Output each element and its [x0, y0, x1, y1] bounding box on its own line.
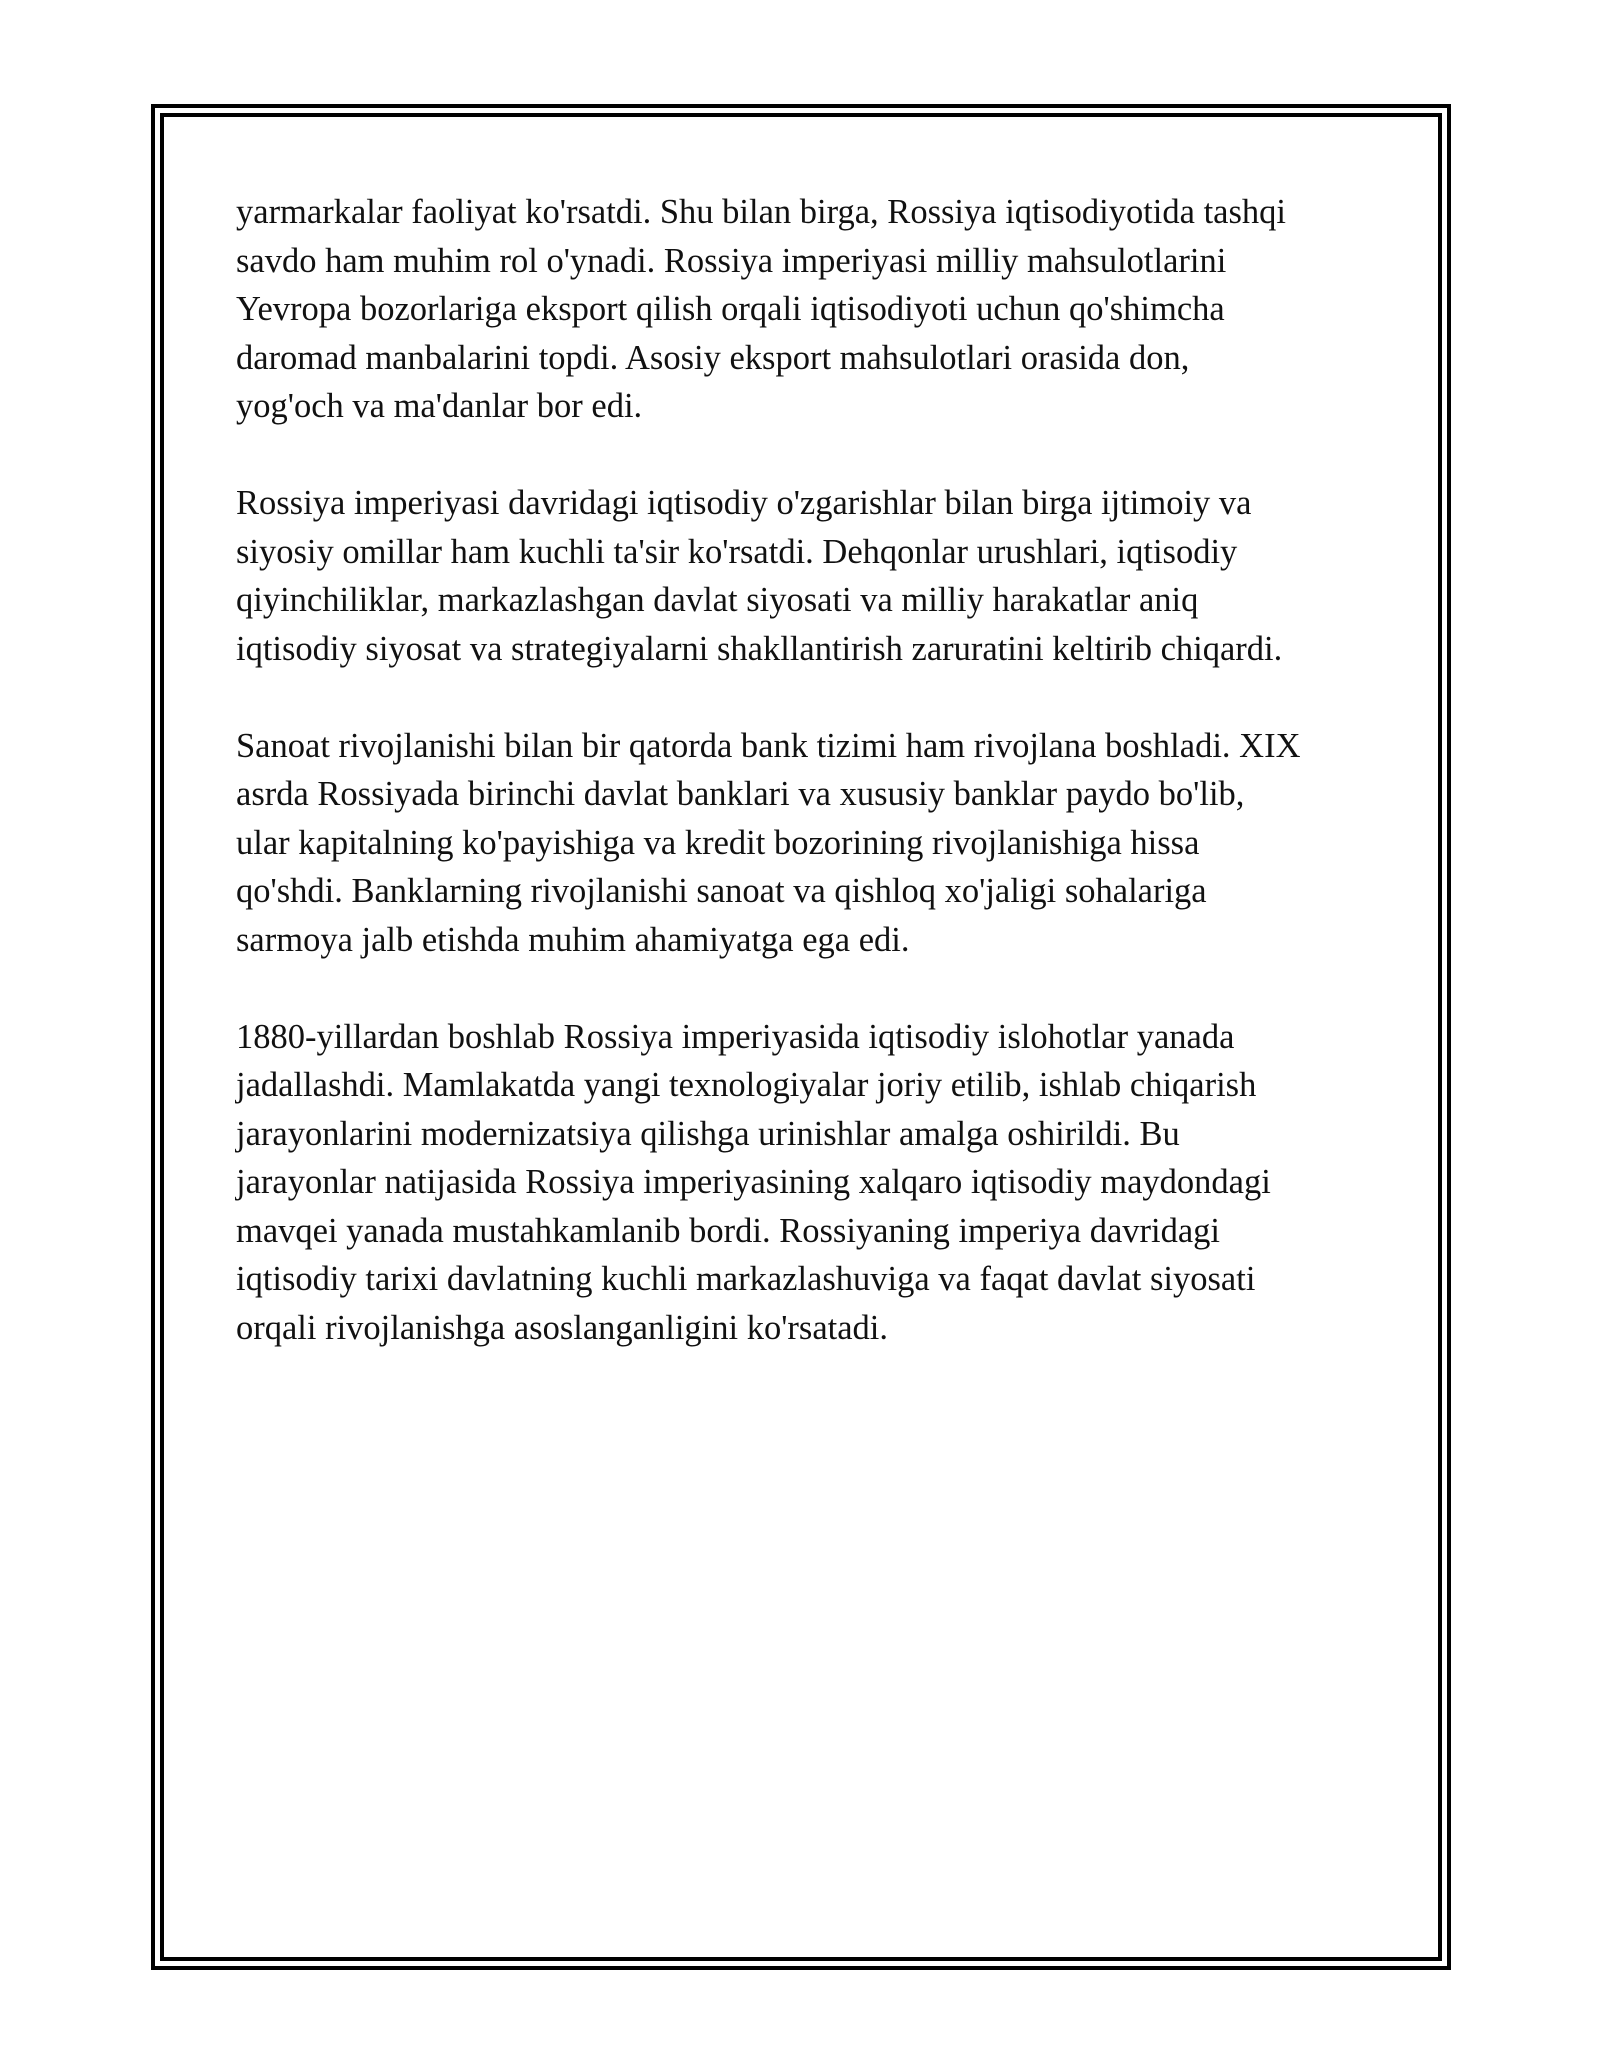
document-body [236, 188, 1396, 1401]
text-line: savdo ham muhim rol o'ynadi. Rossiya imperiyasi milliy mahsulotlarini [236, 241, 1227, 280]
text-line: yog'och va ma'danlar bor edi. [236, 387, 643, 425]
paragraph-export-trade [236, 188, 1396, 431]
text-line: siyosiy omillar ham kuchli ta'sir ko'rsatdi. Dehqonlar urushlari, iqtisodiy [236, 532, 1238, 571]
text-line: iqtisodiy siyosat va strategiyalarni shakllantirish zaruratini keltirib chiqardi. [236, 629, 1283, 668]
text-line: qo'shdi. Banklarning rivojlanishi sanoat va qishloq xo'jaligi sohalariga [236, 872, 1207, 910]
text-line: iqtisodiy tarixi davlatning kuchli markazlashuviga va faqat davlat siyosati [236, 1260, 1256, 1298]
text-line: jadallashdi. Mamlakatda yangi texnologiyalar joriy etilib, ishlab chiqarish [236, 1066, 1257, 1104]
text-line: asrda Rossiyada birinchi davlat banklari va xususiy banklar paydo bo'lib, [236, 775, 1245, 813]
text-line: jarayonlar natijasida Rossiya imperiyasining xalqaro iqtisodiy maydondagi [236, 1163, 1271, 1201]
text-line: sarmoya jalb etishda muhim ahamiyatga ega edi. [236, 920, 910, 959]
text-line: Yevropa bozorlariga eksport qilish orqali iqtisodiyoti uchun qo'shimcha [236, 290, 1225, 328]
text-line: daromad manbalarini topdi. Asosiy eksport mahsulotlari orasida don, [236, 338, 1190, 377]
text-line: orqali rivojlanishga asoslanganligini ko'rsatadi. [236, 1308, 888, 1347]
text-line: 1880-yillardan boshlab Rossiya imperiyasida iqtisodiy islohotlar yanada [236, 1017, 1235, 1056]
text-line: ular kapitalning ko'payishiga va kredit bozorining rivojlanishiga hissa [236, 823, 1200, 862]
text-line: yarmarkalar faoliyat ko'rsatdi. Shu bilan birga, Rossiya iqtisodiyotida tashqi [236, 193, 1286, 231]
paragraph-social-political-factors [236, 479, 1396, 673]
text-line: qiyinchiliklar, markazlashgan davlat siyosati va milliy harakatlar aniq [236, 581, 1199, 619]
text-line: jarayonlarini modernizatsiya qilishga urinishlar amalga oshirildi. Bu [236, 1114, 1180, 1153]
text-line: Rossiya imperiyasi davridagi iqtisodiy o'zgarishlar bilan birga ijtimoiy va [236, 484, 1252, 522]
text-line: Sanoat rivojlanishi bilan bir qatorda bank tizimi ham rivojlana boshladi. XIX [236, 726, 1301, 765]
paragraph-reforms-1880s [236, 1013, 1396, 1353]
text-line: mavqei yanada mustahkamlanib bordi. Rossiyaning imperiya davridagi [236, 1211, 1220, 1250]
paragraph-banking-system [236, 722, 1396, 965]
